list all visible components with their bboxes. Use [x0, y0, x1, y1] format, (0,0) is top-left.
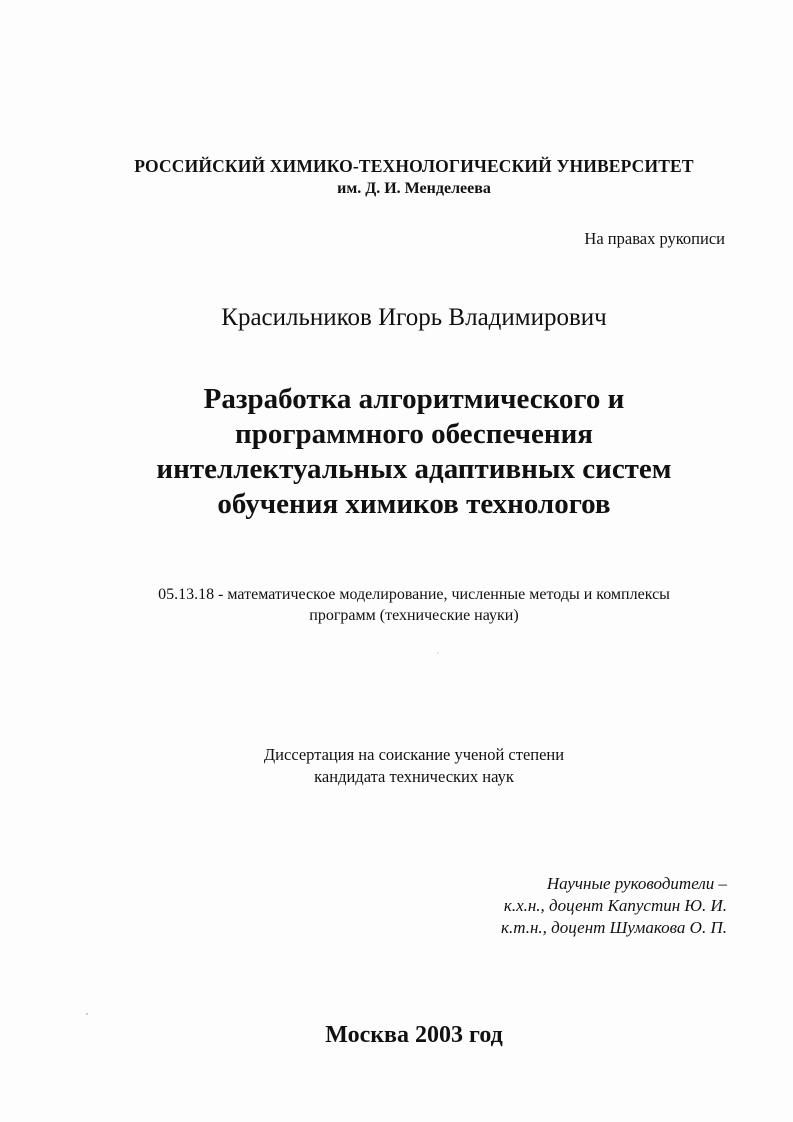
supervisor-entry: к.х.н., доцент Капустин Ю. И. — [503, 896, 727, 915]
rights-note: На правах рукописи — [584, 229, 725, 248]
title-line: Разработка алгоритмического и — [203, 383, 625, 415]
specialty — [0, 584, 793, 626]
degree-statement — [0, 744, 793, 788]
title-line: интеллектуальных адаптивных систем — [156, 453, 672, 485]
scan-speck — [86, 1013, 88, 1015]
dissertation-title — [0, 382, 793, 522]
degree-line: кандидата технических наук — [314, 767, 514, 786]
title-line: обучения химиков технологов — [217, 488, 611, 520]
degree-line: Диссертация на соискание ученой степени — [263, 745, 565, 764]
title-line: программного обеспечения — [235, 418, 593, 450]
supervisor-entry: к.т.н., доцент Шумакова О. П. — [501, 918, 727, 937]
supervisors — [501, 873, 727, 939]
city-year: Москва 2003 год — [325, 1022, 503, 1048]
scan-speck — [437, 652, 439, 654]
specialty-line: 05.13.18 - математическое моделирование, численные методы и комплексы — [158, 586, 670, 603]
university-name: РОССИЙСКИЙ ХИМИКО-ТЕХНОЛОГИЧЕСКИЙ УНИВЕРСИТЕТ — [134, 156, 694, 176]
supervisors-heading: Научные руководители – — [546, 874, 727, 893]
author-name: Красильников Игорь Владимирович — [221, 304, 607, 331]
university-named-after: им. Д. И. Менделеева — [337, 180, 491, 197]
specialty-line: программ (технические науки) — [309, 607, 519, 624]
